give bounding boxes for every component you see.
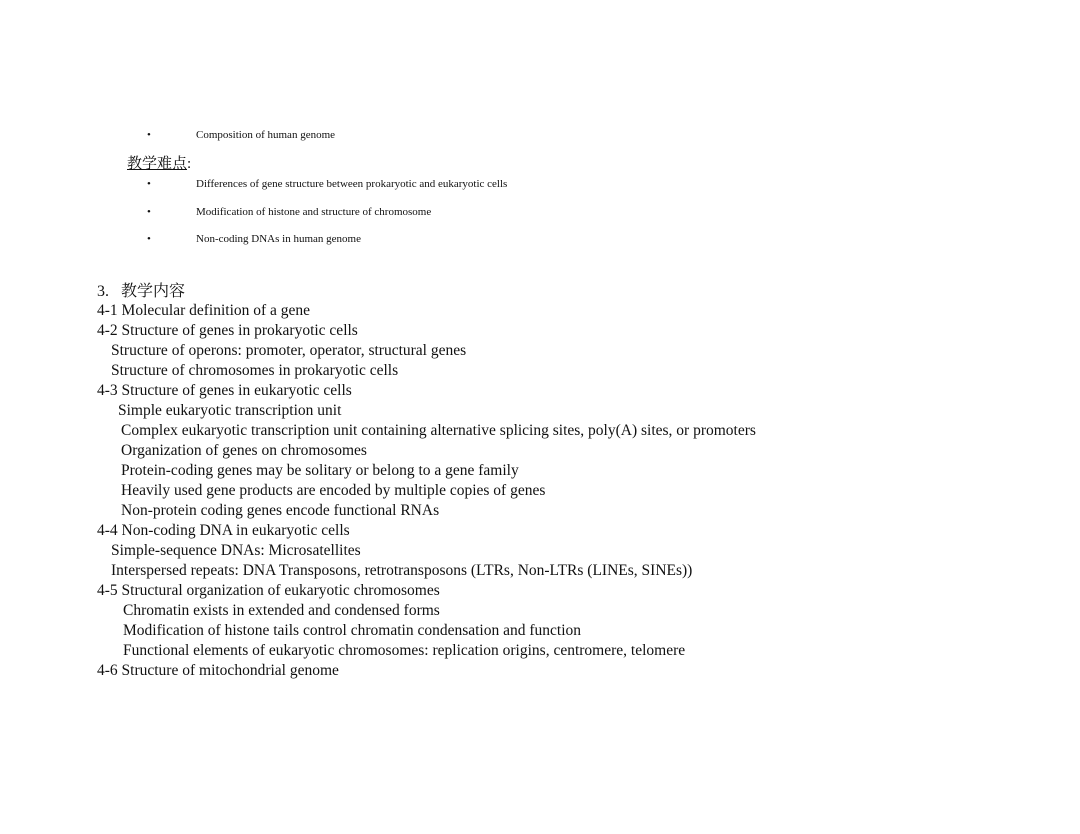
difficulties-label: 教学难点 (127, 156, 188, 172)
bullet-icon: • (147, 233, 151, 245)
content-line: Structure of chromosomes in prokaryotic cells (111, 362, 399, 379)
content-line: Simple-sequence DNAs: Microsatellites (111, 542, 361, 559)
difficulty-item (147, 177, 507, 191)
difficulty-item-text: Differences of gene structure between prokaryotic and eukaryotic cells (196, 178, 508, 190)
section-number: 3. (97, 283, 109, 300)
content-line: 4-6 Structure of mitochondrial genome (97, 662, 339, 679)
content-line: Functional elements of eukaryotic chromosomes: replication origins, centromere, telomere (123, 642, 686, 659)
difficulty-item (147, 205, 431, 219)
objective-item-text: Composition of human genome (196, 129, 336, 141)
content-line: 4-4 Non-coding DNA in eukaryotic cells (97, 522, 350, 539)
content-line: Organization of genes on chromosomes (121, 442, 367, 459)
difficulties-heading (127, 155, 191, 173)
content-line: Non-protein coding genes encode functional RNAs (121, 502, 440, 519)
content-line: Complex eukaryotic transcription unit containing alternative splicing sites, poly(A) sites, or promoters (121, 422, 756, 439)
content-line: Protein-coding genes may be solitary or belong to a gene family (121, 462, 519, 479)
content-line: Heavily used gene products are encoded by multiple copies of genes (121, 482, 546, 499)
section-title (97, 282, 185, 302)
bullet-icon: • (147, 178, 151, 190)
difficulty-item-text: Non-coding DNAs in human genome (196, 233, 361, 245)
section-title-text: 教学内容 (121, 283, 186, 300)
bullet-icon: • (147, 129, 151, 141)
content-line: 4-1 Molecular definition of a gene (97, 302, 311, 319)
content-line: Simple eukaryotic transcription unit (118, 402, 342, 419)
objective-item (147, 128, 335, 142)
difficulty-item-text: Modification of histone and structure of chromosome (196, 206, 432, 218)
difficulties-colon: : (187, 156, 192, 172)
content-line: Interspersed repeats: DNA Transposons, retrotransposons (LTRs, Non-LTRs (LINEs, SINEs)) (111, 562, 693, 579)
bullet-icon: • (147, 206, 151, 218)
content-line: Modification of histone tails control chromatin condensation and function (123, 622, 582, 639)
content-line: Chromatin exists in extended and condensed forms (123, 602, 440, 619)
content-line: 4-2 Structure of genes in prokaryotic cells (97, 322, 358, 339)
content-line: 4-3 Structure of genes in eukaryotic cells (97, 382, 352, 399)
content-line: 4-5 Structural organization of eukaryotic chromosomes (97, 582, 440, 599)
content-line: Structure of operons: promoter, operator, structural genes (111, 342, 467, 359)
difficulty-item (147, 232, 361, 246)
